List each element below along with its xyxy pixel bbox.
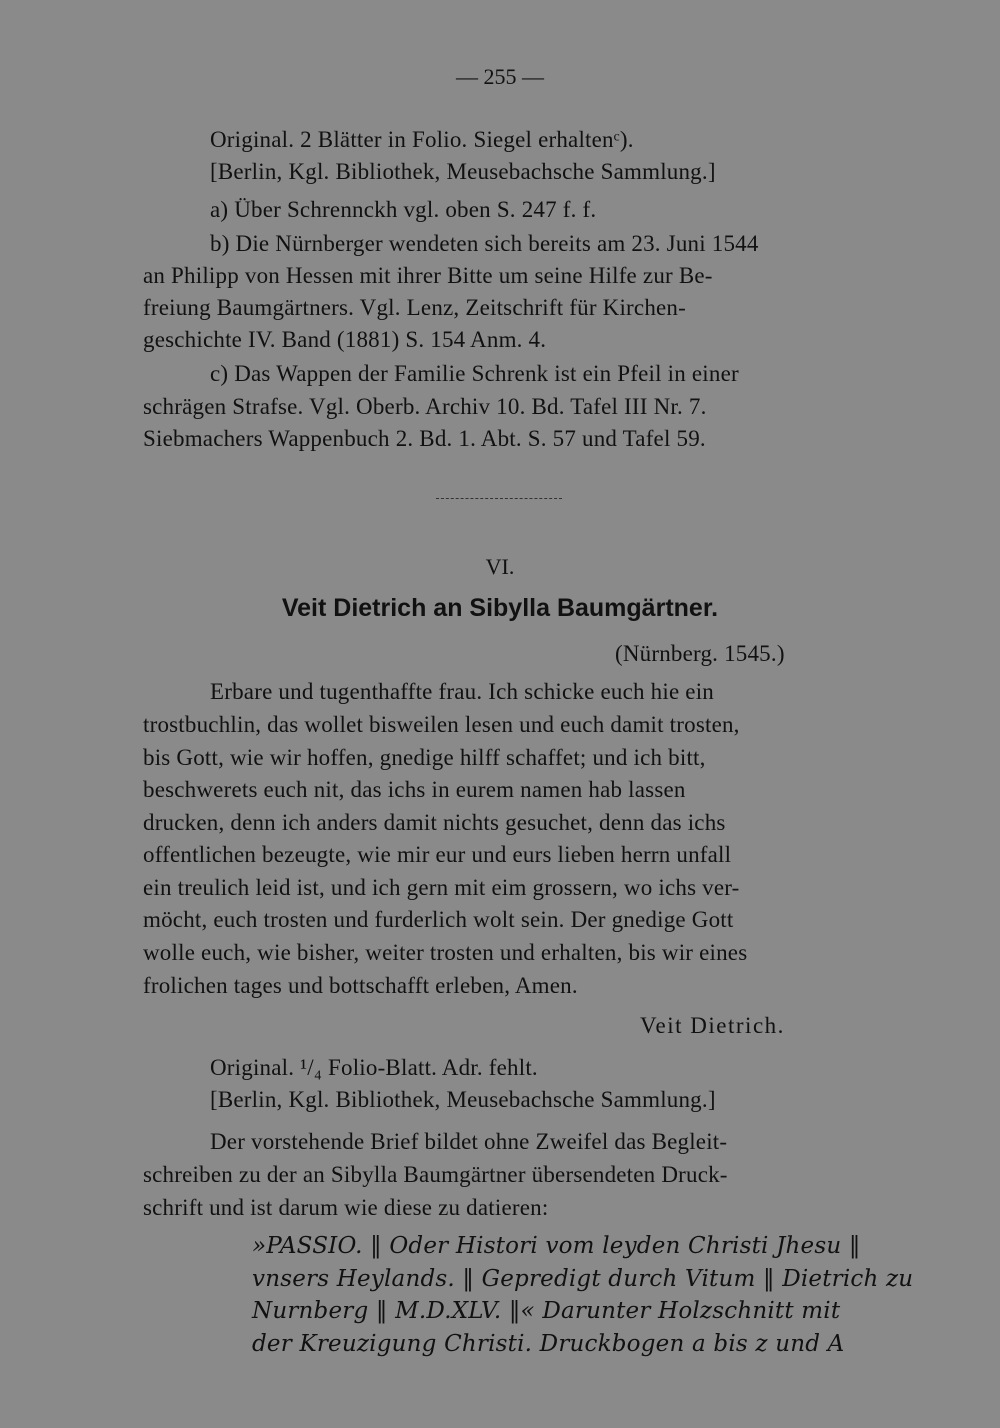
letter-line: Erbare und tugenthaffte frau. Ich schicke euch hie ein xyxy=(210,679,715,704)
letter-line: frolichen tages und bottschafft erleben, Amen. xyxy=(143,973,578,998)
place-date: (Nürnberg. 1545.) xyxy=(615,641,785,666)
signature: Veit Dietrich. xyxy=(640,1013,785,1038)
section-number: VI. xyxy=(485,554,515,579)
footnote-b-line: freiung Baumgärtners. Vgl. Lenz, Zeitschrift für Kirchen- xyxy=(143,295,686,320)
letter-line: möcht, euch trosten und furderlich wolt sein. Der gnedige Gott xyxy=(143,907,734,932)
letter-line: ein treulich leid ist, und ich gern mit eim grossern, wo ichs ver- xyxy=(143,875,740,900)
citation-line: der Kreuzigung Christi. Druckbogen a bis z und A xyxy=(252,1331,845,1357)
footnote-c-line: c) Das Wappen der Familie Schrenk ist ein Pfeil in einer xyxy=(210,361,739,386)
letter-line: offentlichen bezeugte, wie mir eur und eurs lieben herrn unfall xyxy=(143,842,732,867)
original-note: Original. 2 Blätter in Folio. Siegel erhaltenᶜ). xyxy=(210,127,634,152)
citation-line: »PASSIO. ‖ Oder Histori vom leyden Christi Jhesu ‖ xyxy=(252,1233,861,1259)
letter-line: beschwerets euch nit, das ichs in eurem namen hab lassen xyxy=(143,777,686,802)
commentary-line: Der vorstehende Brief bildet ohne Zweifel das Begleit- xyxy=(210,1129,728,1154)
footnote-c-line: Siebmachers Wappenbuch 2. Bd. 1. Abt. S. 57 und Tafel 59. xyxy=(143,426,706,451)
footnote-b-line: b) Die Nürnberger wendeten sich bereits am 23. Juni 1544 xyxy=(210,231,759,256)
section-title: Veit Dietrich an Sibylla Baumgärtner. xyxy=(281,594,719,622)
footnote-a: a) Über Schrennckh vgl. oben S. 247 f. f. xyxy=(210,197,597,222)
section-divider xyxy=(436,498,562,499)
letter-location-note: [Berlin, Kgl. Bibliothek, Meusebachsche Sammlung.] xyxy=(210,1087,716,1112)
letter-line: trostbuchlin, das wollet bisweilen lesen und euch damit trosten, xyxy=(143,712,740,737)
page-number: — 255 — xyxy=(456,64,544,89)
footnote-c-line: schrägen Strafse. Vgl. Oberb. Archiv 10. Bd. Tafel III Nr. 7. xyxy=(143,394,707,419)
letter-line: bis Gott, wie wir hoffen, gnedige hilff schaffet; und ich bitt, xyxy=(143,745,706,770)
commentary-line: schreiben zu der an Sibylla Baumgärtner übersendeten Druck- xyxy=(143,1162,728,1187)
citation-line: vnsers Heylands. ‖ Gepredigt durch Vitum ‖ Dietrich zu xyxy=(252,1266,914,1292)
footnote-b-line: an Philipp von Hessen mit ihrer Bitte um seine Hilfe zur Be- xyxy=(143,263,713,288)
citation-line: Nurnberg ‖ M.D.XLV. ‖« Darunter Holzschnitt mit xyxy=(252,1298,841,1324)
letter-original-note: Original. ¹/₄ Folio-Blatt. Adr. fehlt. xyxy=(210,1055,538,1080)
footnote-b-line: geschichte IV. Band (1881) S. 154 Anm. 4. xyxy=(143,327,547,352)
letter-line: drucken, denn ich anders damit nichts gesuchet, denn das ichs xyxy=(143,810,726,835)
commentary-line: schrift und ist darum wie diese zu datieren: xyxy=(143,1195,549,1220)
location-note: [Berlin, Kgl. Bibliothek, Meusebachsche Sammlung.] xyxy=(210,159,716,184)
letter-line: wolle euch, wie bisher, weiter trosten und erhalten, bis wir eines xyxy=(143,940,748,965)
